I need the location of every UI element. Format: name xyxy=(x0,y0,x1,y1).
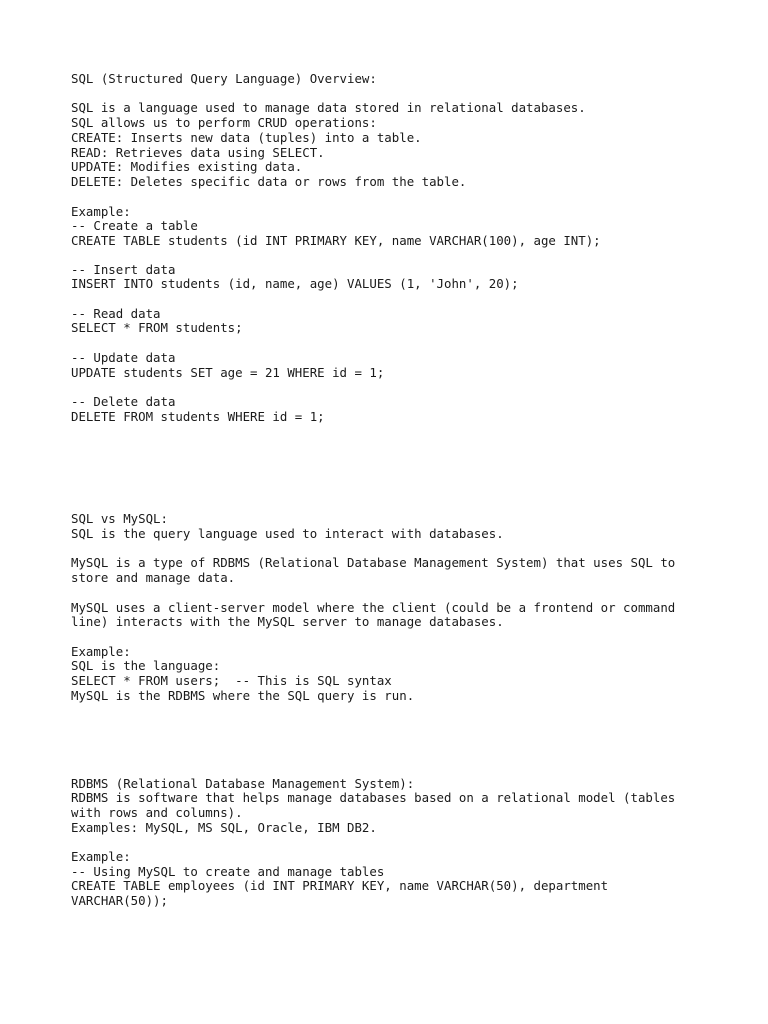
text-line: DELETE: Deletes specific data or rows from the table. xyxy=(71,174,467,189)
text-line: MySQL is the RDBMS where the SQL query is run. xyxy=(71,688,415,703)
text-line: READ: Retrieves data using SELECT. xyxy=(71,145,325,160)
code-line: VARCHAR(50)); xyxy=(71,893,168,908)
section-title-sql-vs-mysql: SQL vs MySQL: xyxy=(71,511,168,526)
text-line: MySQL uses a client-server model where the client (could be a frontend or command xyxy=(71,600,676,615)
code-line: SELECT * FROM users; -- This is SQL syntax xyxy=(71,673,392,688)
code-line: CREATE TABLE students (id INT PRIMARY KEY, name VARCHAR(100), age INT); xyxy=(71,233,601,248)
text-line: store and manage data. xyxy=(71,570,236,585)
text-line: with rows and columns). xyxy=(71,805,243,820)
text-line: SQL allows us to perform CRUD operations: xyxy=(71,115,377,130)
code-comment: -- Read data xyxy=(71,306,161,321)
code-line: DELETE FROM students WHERE id = 1; xyxy=(71,409,325,424)
example-label: Example: xyxy=(71,204,131,219)
code-comment: -- Update data xyxy=(71,350,176,365)
code-comment: -- Insert data xyxy=(71,262,176,277)
text-line: UPDATE: Modifies existing data. xyxy=(71,159,303,174)
code-line: SELECT * FROM students; xyxy=(71,320,243,335)
text-line: CREATE: Inserts new data (tuples) into a table. xyxy=(71,130,422,145)
code-comment: -- Create a table xyxy=(71,218,198,233)
code-comment: -- Delete data xyxy=(71,394,176,409)
text-line: MySQL is a type of RDBMS (Relational Database Management System) that uses SQL to xyxy=(71,555,676,570)
code-comment: -- Using MySQL to create and manage tables xyxy=(71,864,385,879)
text-line: SQL is the query language used to interact with databases. xyxy=(71,526,504,541)
text-line: SQL is the language: xyxy=(71,658,221,673)
section-title-rdbms: RDBMS (Relational Database Management System): xyxy=(71,776,415,791)
example-label: Example: xyxy=(71,849,131,864)
code-line: CREATE TABLE employees (id INT PRIMARY KEY, name VARCHAR(50), department xyxy=(71,878,609,893)
code-line: INSERT INTO students (id, name, age) VALUES (1, 'John', 20); xyxy=(71,276,519,291)
text-line: SQL is a language used to manage data stored in relational databases. xyxy=(71,100,586,115)
text-line: Examples: MySQL, MS SQL, Oracle, IBM DB2. xyxy=(71,820,377,835)
text-line: RDBMS is software that helps manage databases based on a relational model (tables xyxy=(71,790,676,805)
code-line: UPDATE students SET age = 21 WHERE id = 1; xyxy=(71,365,385,380)
section-title-sql-overview: SQL (Structured Query Language) Overview: xyxy=(71,71,377,86)
text-line: line) interacts with the MySQL server to manage databases. xyxy=(71,614,504,629)
example-label: Example: xyxy=(71,644,131,659)
